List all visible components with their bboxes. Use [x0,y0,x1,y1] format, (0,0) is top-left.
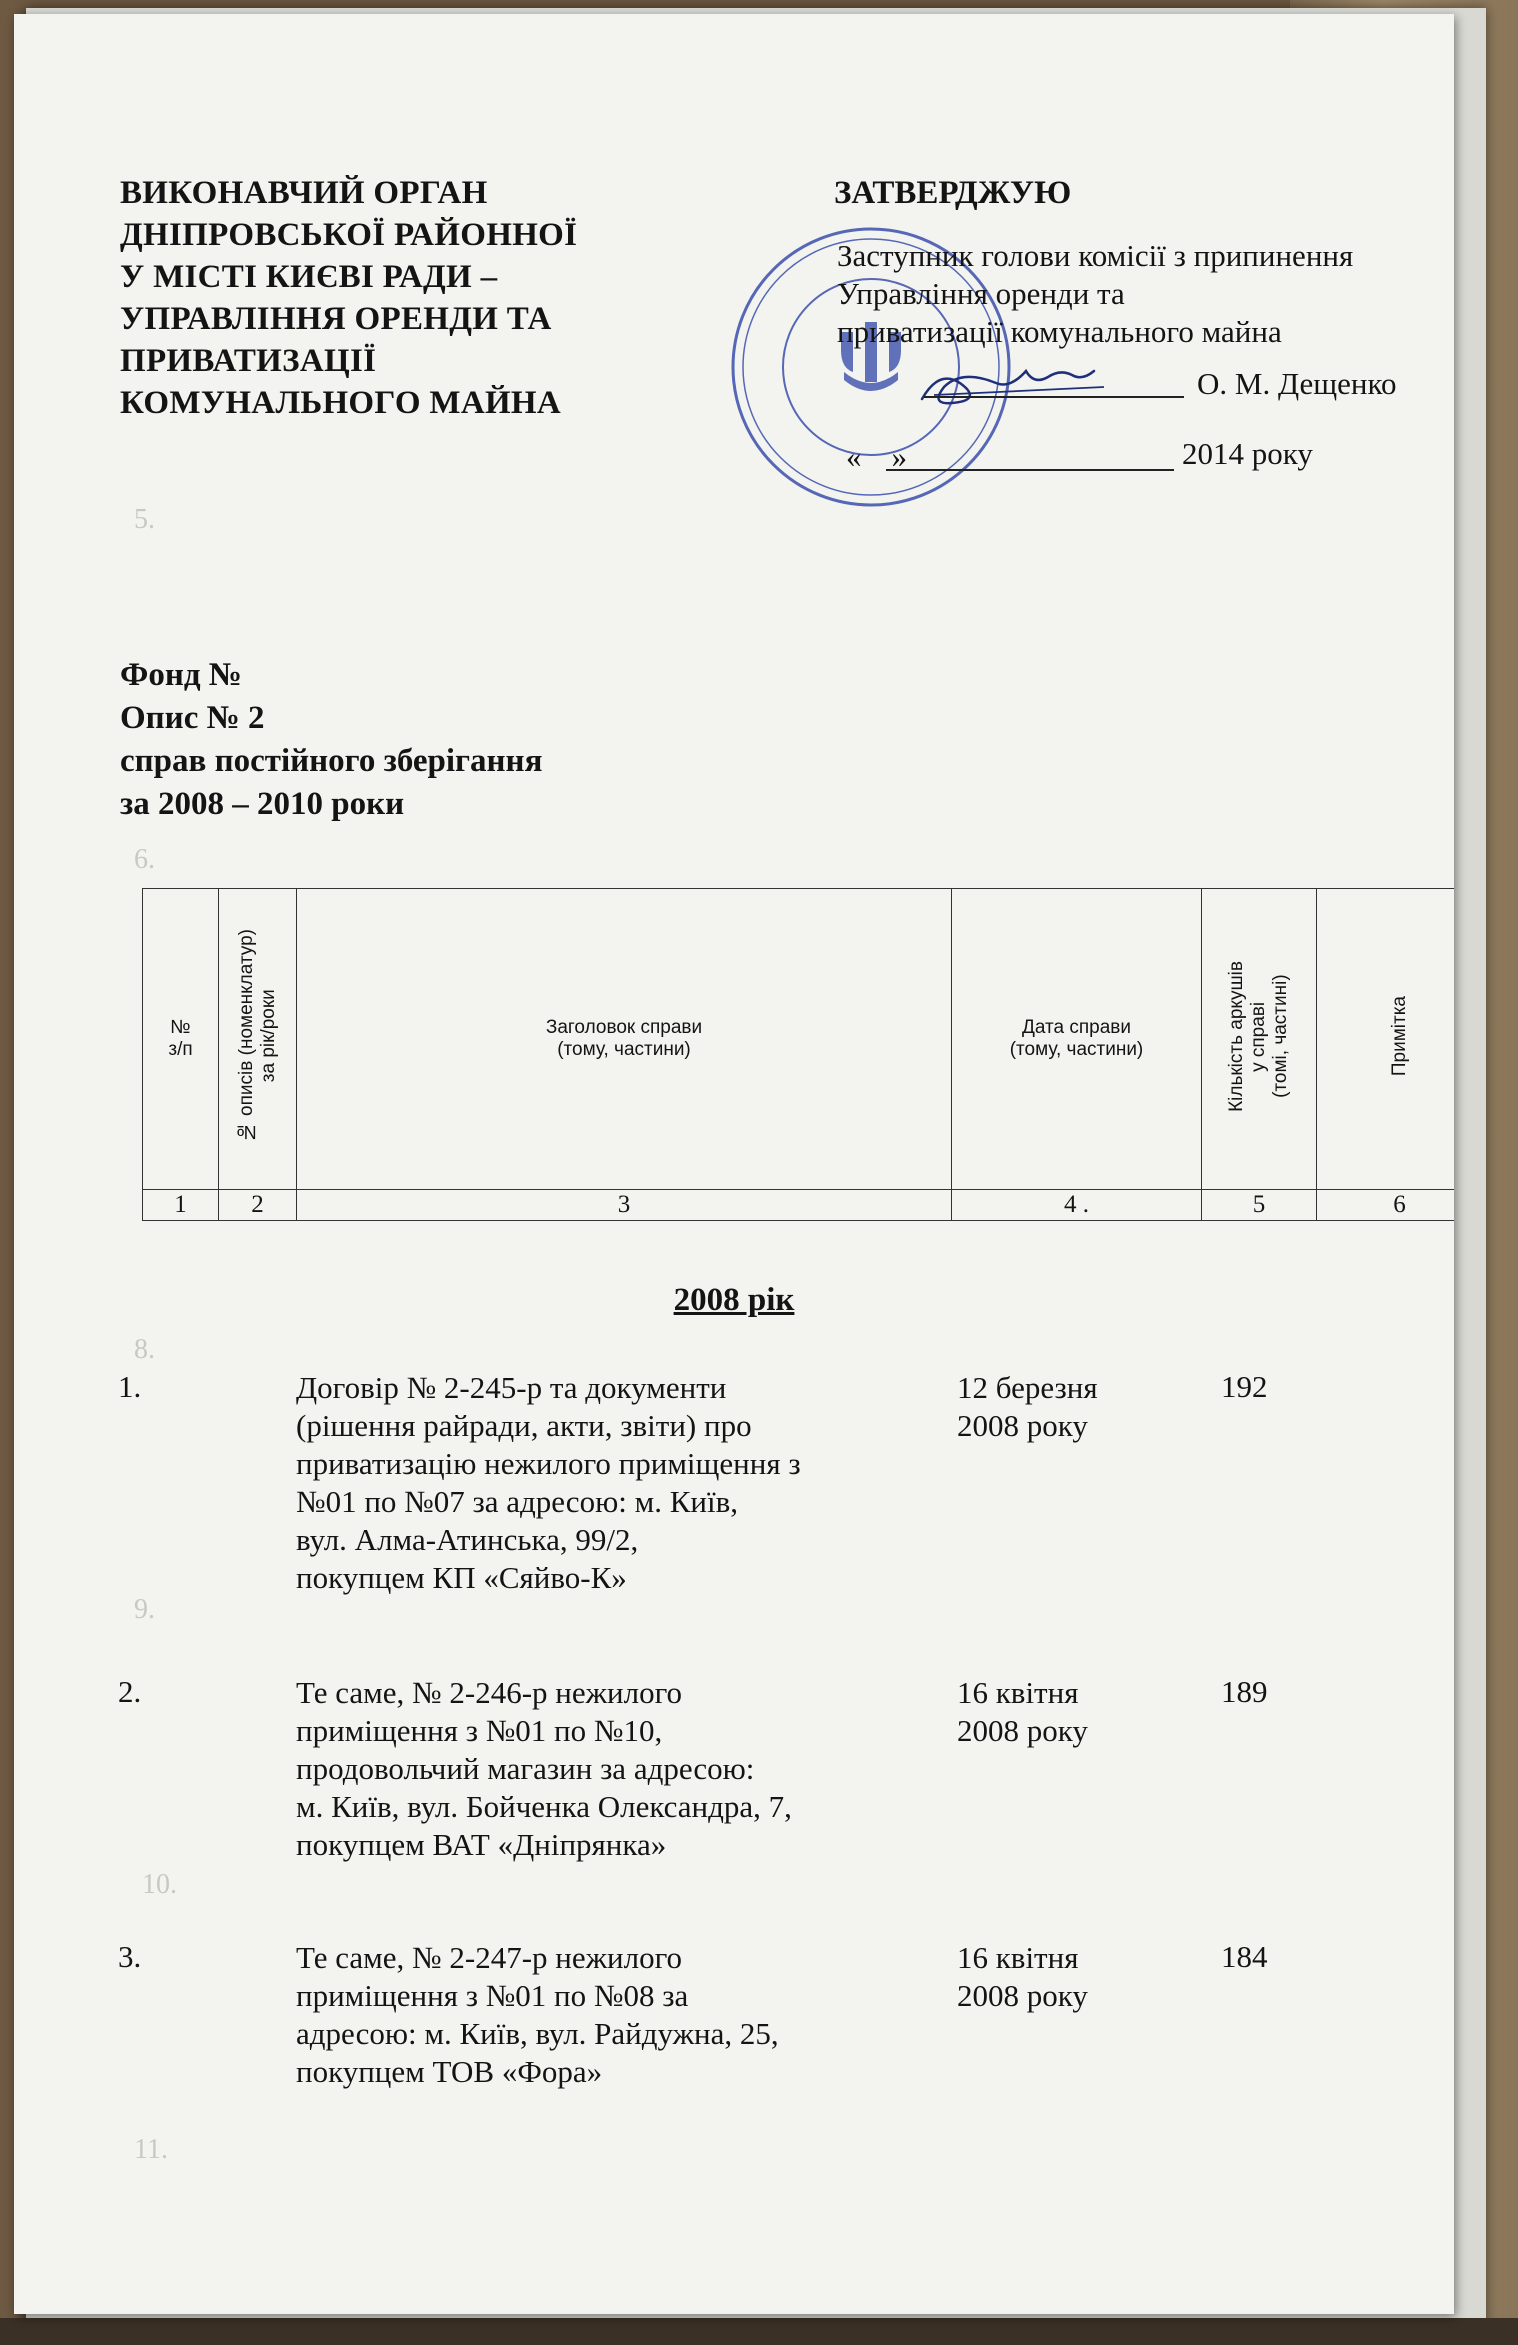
record-sheets: 189 [1221,1674,1268,1709]
approval-title: ЗАТВЕРДЖУЮ [834,175,1072,211]
approval-year: 2014 року [1182,436,1313,471]
signature-line [924,396,1184,398]
record-date: 12 березня 2008 року [957,1370,1098,1443]
approval-position [837,237,1454,351]
bleed-through: 9. [134,1594,155,1625]
opis-number: Опис № 2 [120,700,265,736]
record-title: Те саме, № 2-247-р нежилого приміщення з №01 по №08 за адресою: м. Київ, вул. Райдужна, 25, покупцем ТОВ «Фора» [296,1940,779,2089]
col-index: 6 [1317,1190,1455,1221]
bleed-through: 5. [134,504,155,535]
org-line: ПРИВАТИЗАЦІЇ [120,343,377,379]
inventory-period: за 2008 – 2010 роки [120,786,405,822]
signature [914,359,1114,419]
col-header-note: Примітка [1317,889,1455,1190]
record-date: 16 квітня 2008 року [957,1940,1088,2013]
bottom-desk-edge [0,2318,1518,2345]
org-line: ДНІПРОВСЬКОЇ РАЙОННОЇ [120,217,578,253]
col-header-sheets: Кількість аркушів у справі (томі, частині) [1202,889,1317,1190]
record-title: Те саме, № 2-246-р нежилого приміщення з №01 по №10, продовольчий магазин за адресою: м. Київ, вул. Бойченка Олександра, 7, покупцем ВАТ «Дніпрянка» [296,1675,792,1862]
col-index: 2 [219,1190,297,1221]
document-page [14,14,1454,2314]
record-title: Договір № 2-245-р та документи (рішення райради, акти, звіти) про приватизацію нежилого приміщення з №01 по №07 за адресою: м. Київ, вул. Алма-Атинська, 99/2, покупцем КП «Сяйво-К» [296,1370,801,1595]
inventory-subtitle: справ постійного зберігання [120,743,543,779]
col-index: 5 [1202,1190,1317,1221]
date-line [886,469,1174,471]
col-index: 4 . [952,1190,1202,1221]
org-line: КОМУНАЛЬНОГО МАЙНА [120,385,562,421]
org-line: У МІСТІ КИЄВІ РАДИ – [120,259,498,295]
record-date: 16 квітня 2008 року [957,1675,1088,1748]
year-heading: 2008 рік [673,1282,795,1318]
column-header-table [142,888,1454,1221]
approval-line: приватизації комунального майна [837,314,1282,349]
org-line: ВИКОНАВЧИЙ ОРГАН [120,175,488,211]
date-close-quote: » [891,439,907,474]
col-header-title: Заголовок справи (тому, частини) [297,889,952,1190]
record-number: 2. [118,1674,142,1709]
bleed-through: 6. [134,844,155,875]
col-header-number: № з/п [143,889,219,1190]
organization-name [120,172,700,424]
bleed-through: 11. [134,2134,168,2165]
inventory-title [120,654,542,826]
signer-name: О. М. Дещенко [1197,366,1397,401]
record-number: 3. [118,1939,142,1974]
record-sheets: 192 [1221,1369,1268,1404]
approval-line: Заступник голови комісії з припинення [837,238,1354,273]
col-index: 3 [297,1190,952,1221]
col-header-date: Дата справи (тому, частини) [952,889,1202,1190]
col-header-opis: № описів (номенклатур) за рік/роки [219,889,297,1190]
bleed-through: 10. [142,1869,177,1900]
record-sheets: 184 [1221,1939,1268,1974]
record-number: 1. [118,1369,142,1404]
bleed-through: 8. [134,1334,155,1365]
date-open-quote: « [846,439,862,474]
approval-line: Управління оренди та [837,276,1125,311]
fond-number: Фонд № [120,657,242,693]
org-line: УПРАВЛІННЯ ОРЕНДИ ТА [120,301,552,337]
col-index: 1 [143,1190,219,1221]
